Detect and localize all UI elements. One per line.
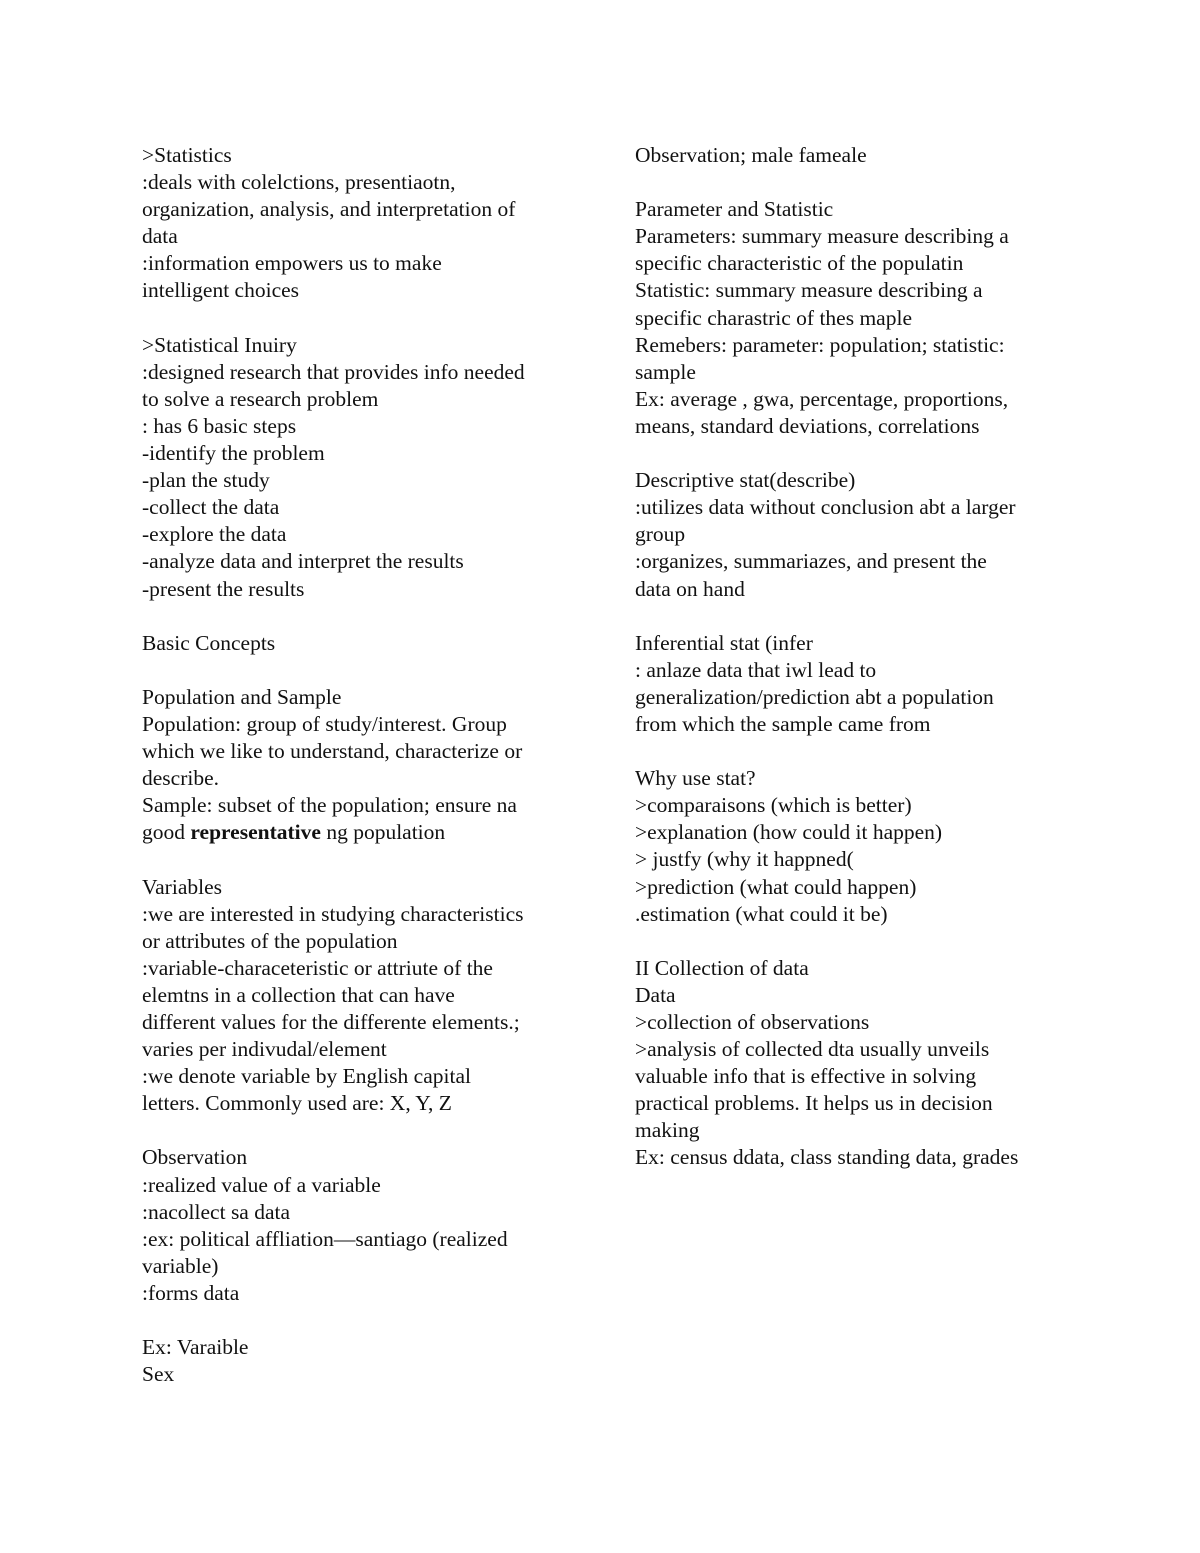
text-line: data on hand bbox=[635, 576, 745, 601]
text-line: -plan the study bbox=[142, 468, 270, 493]
text-line: Descriptive stat(describe) bbox=[635, 468, 856, 493]
text-segment: good bbox=[142, 820, 191, 845]
text-line: Sex bbox=[142, 1362, 175, 1387]
blank-line bbox=[635, 169, 1075, 196]
text-line: >explanation (how could it happen) bbox=[635, 820, 943, 845]
text-line: Remebers: parameter: population; statistic: bbox=[635, 332, 1005, 357]
text-line: >analysis of collected dta usually unveils bbox=[635, 1037, 990, 1062]
blank-line bbox=[635, 440, 1075, 467]
text-line: Parameters: summary measure describing a bbox=[635, 224, 1009, 249]
text-line: describe. bbox=[142, 766, 220, 791]
bold-term: representative bbox=[190, 820, 321, 845]
blank-line bbox=[142, 846, 582, 873]
text-line: practical problems. It helps us in decision bbox=[635, 1091, 993, 1116]
text-line: -analyze data and interpret the results bbox=[142, 549, 464, 574]
text-line: Sample: subset of the population; ensure na bbox=[142, 793, 517, 818]
blank-line bbox=[635, 738, 1075, 765]
text-line: Data bbox=[635, 982, 676, 1007]
text-line: group bbox=[635, 522, 686, 547]
right-column bbox=[635, 142, 1075, 1172]
text-line: elemtns in a collection that can have bbox=[142, 982, 455, 1007]
text-line: Population and Sample bbox=[142, 684, 342, 709]
blank-line bbox=[635, 603, 1075, 630]
text-line: >prediction (what could happen) bbox=[635, 874, 917, 899]
text-line: making bbox=[635, 1118, 700, 1143]
text-line: generalization/prediction abt a population bbox=[635, 684, 994, 709]
text-line bbox=[142, 819, 582, 846]
text-line: valuable info that is effective in solving bbox=[635, 1064, 977, 1089]
text-line: :information empowers us to make bbox=[142, 251, 442, 276]
blank-line bbox=[142, 305, 582, 332]
blank-line bbox=[142, 603, 582, 630]
text-line: from which the sample came from bbox=[635, 711, 931, 736]
text-line: Population: group of study/interest. Group bbox=[142, 711, 507, 736]
text-line: Ex: census ddata, class standing data, grades bbox=[635, 1145, 1019, 1170]
text-line: II Collection of data bbox=[635, 955, 809, 980]
text-line: Inferential stat (infer bbox=[635, 630, 813, 655]
text-line: -identify the problem bbox=[142, 441, 325, 466]
text-line: .estimation (what could it be) bbox=[635, 901, 888, 926]
blank-line bbox=[142, 1117, 582, 1144]
text-line: : anlaze data that iwl lead to bbox=[635, 657, 877, 682]
text-line: letters. Commonly used are: X, Y, Z bbox=[142, 1091, 452, 1116]
text-line: specific characteristic of the populatin bbox=[635, 251, 964, 276]
blank-line bbox=[635, 928, 1075, 955]
text-line: >Statistical Inuiry bbox=[142, 332, 297, 357]
text-line: Observation; male fameale bbox=[635, 143, 867, 167]
blank-line bbox=[142, 1307, 582, 1334]
text-line: : has 6 basic steps bbox=[142, 413, 297, 438]
text-line: Ex: Varaible bbox=[142, 1335, 249, 1360]
text-line: :deals with colelctions, presentiaotn, bbox=[142, 170, 456, 195]
text-line: data bbox=[142, 224, 178, 249]
text-line: different values for the differente elements.; bbox=[142, 1010, 520, 1034]
text-line: :designed research that provides info needed bbox=[142, 359, 525, 384]
text-line: :realized value of a variable bbox=[142, 1172, 381, 1197]
text-line: Ex: average , gwa, percentage, proportions, bbox=[635, 386, 1009, 411]
text-line: specific charastric of thes maple bbox=[635, 305, 912, 330]
text-line: Why use stat? bbox=[635, 766, 756, 791]
text-line: Observation bbox=[142, 1145, 248, 1170]
text-line: Parameter and Statistic bbox=[635, 197, 834, 222]
text-line: Variables bbox=[142, 874, 222, 899]
text-line: :forms data bbox=[142, 1280, 240, 1305]
text-line: :we are interested in studying characteristics bbox=[142, 901, 524, 926]
text-line: -explore the data bbox=[142, 522, 287, 547]
text-line: Basic Concepts bbox=[142, 630, 276, 655]
text-line: or attributes of the population bbox=[142, 928, 398, 953]
text-line: to solve a research problem bbox=[142, 386, 379, 411]
text-line: >comparaisons (which is better) bbox=[635, 793, 912, 818]
text-line: > justfy (why it happned( bbox=[635, 847, 854, 872]
text-line: :organizes, summariazes, and present the bbox=[635, 549, 987, 574]
text-line: >collection of observations bbox=[635, 1010, 870, 1034]
text-line: organization, analysis, and interpretation of bbox=[142, 197, 516, 222]
text-line: means, standard deviations, correlations bbox=[635, 413, 980, 438]
text-line: :nacollect sa data bbox=[142, 1199, 291, 1224]
text-line: >Statistics bbox=[142, 143, 232, 167]
text-line: varies per indivudal/element bbox=[142, 1037, 387, 1062]
blank-line bbox=[142, 657, 582, 684]
left-column bbox=[142, 142, 582, 1388]
text-line: :ex: political affliation—santiago (realized bbox=[142, 1226, 508, 1251]
text-line: :variable-characeteristic or attriute of the bbox=[142, 955, 493, 980]
text-line: :we denote variable by English capital bbox=[142, 1064, 471, 1089]
text-line: sample bbox=[635, 359, 696, 384]
text-line: -present the results bbox=[142, 576, 305, 601]
text-line: intelligent choices bbox=[142, 278, 300, 303]
text-line: :utilizes data without conclusion abt a larger bbox=[635, 495, 1016, 520]
text-line: variable) bbox=[142, 1253, 219, 1278]
text-line: which we like to understand, characterize or bbox=[142, 739, 523, 764]
text-line: -collect the data bbox=[142, 495, 280, 520]
text-line: Statistic: summary measure describing a bbox=[635, 278, 983, 303]
text-segment: ng population bbox=[320, 820, 446, 845]
